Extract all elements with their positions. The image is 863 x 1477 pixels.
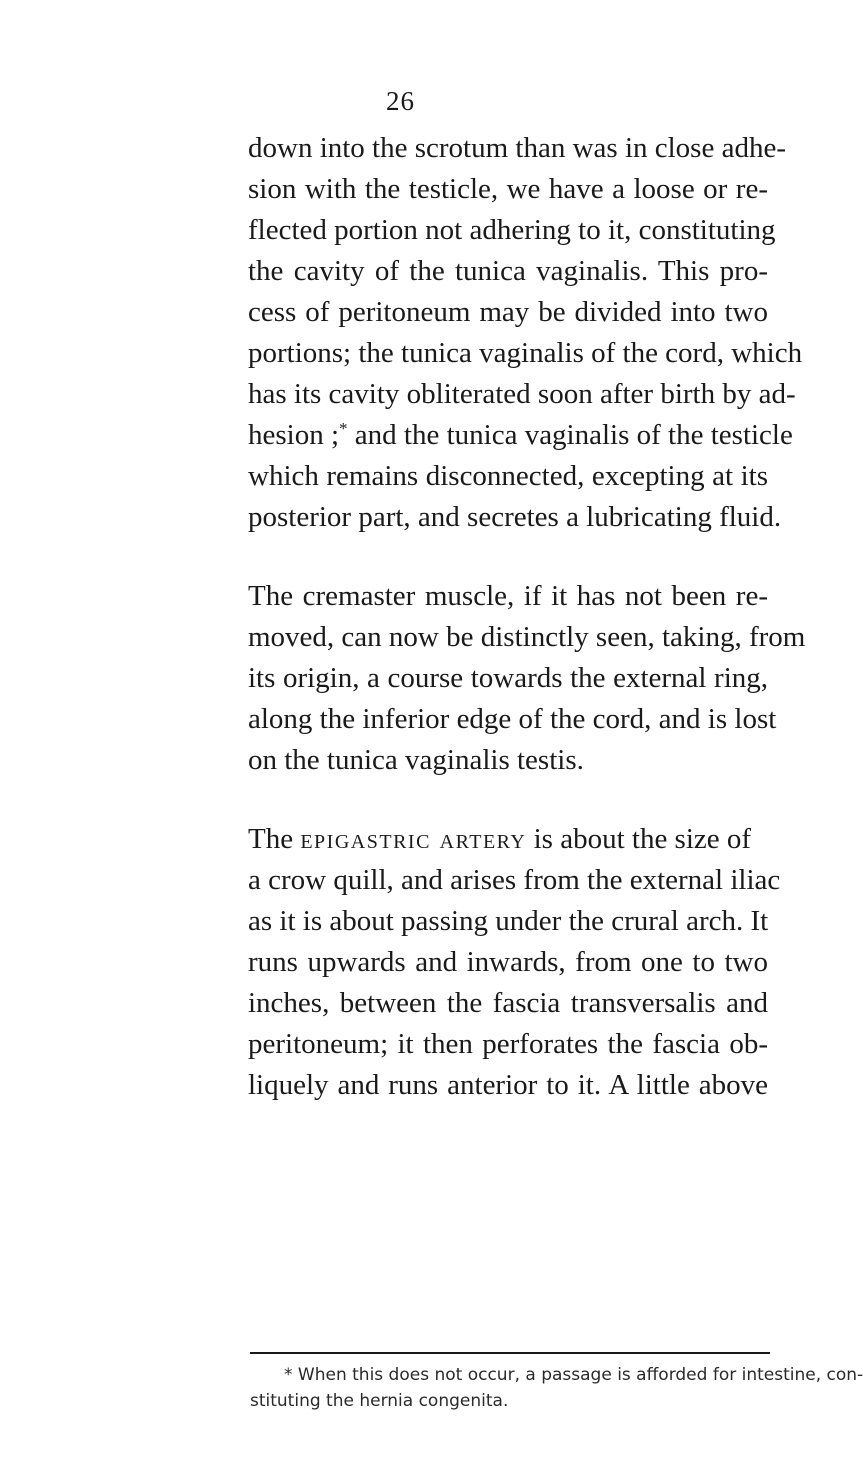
footnote-line bbox=[250, 1362, 863, 1388]
text-line: portions; the tunica vaginalis of the cord, which bbox=[248, 337, 803, 369]
text-line: on the tunica vaginalis testis. bbox=[248, 744, 584, 776]
text-line: liquely and runs anterior to it. A little above bbox=[248, 1069, 768, 1101]
text-line-with-small-caps bbox=[248, 819, 768, 860]
text-line: along the inferior edge of the cord, and is lost bbox=[248, 703, 777, 735]
paragraph-2 bbox=[248, 576, 806, 781]
body-text bbox=[248, 128, 806, 1106]
text-line: as it is about passing under the crural arch. It bbox=[248, 905, 769, 937]
footnote bbox=[250, 1362, 863, 1414]
footnote-divider bbox=[250, 1352, 770, 1354]
small-caps-term: epigastric artery bbox=[300, 823, 527, 855]
text-line: the cavity of the tunica vaginalis. This pro- bbox=[248, 255, 768, 287]
text-line: inches, between the fascia transversalis and bbox=[248, 987, 768, 1019]
footnote-marker: * bbox=[284, 1365, 293, 1385]
text-line: posterior part, and secretes a lubricating fluid. bbox=[248, 501, 782, 533]
footnote-line: stituting the hernia congenita. bbox=[250, 1391, 509, 1411]
text-line: peritoneum; it then perforates the fascia ob- bbox=[248, 1028, 768, 1060]
text-line: flected portion not adhering to it, constituting bbox=[248, 214, 776, 246]
text-line: runs upwards and inwards, from one to two bbox=[248, 946, 768, 978]
text-line: moved, can now be distinctly seen, taking, from bbox=[248, 621, 806, 653]
text-line: down into the scrotum than was in close adhe- bbox=[248, 132, 786, 164]
paragraph-1 bbox=[248, 128, 803, 538]
text-line: cess of peritoneum may be divided into two bbox=[248, 296, 768, 328]
text-line: which remains disconnected, excepting at its bbox=[248, 460, 768, 492]
text-fragment: hesion ; bbox=[248, 419, 340, 451]
text-line-with-footnote bbox=[248, 415, 793, 456]
page-number: 26 bbox=[386, 86, 415, 116]
text-line: a crow quill, and arises from the external iliac bbox=[248, 864, 781, 896]
paragraph-3 bbox=[248, 819, 781, 1106]
text-fragment: and the tunica vaginalis of the testicle bbox=[354, 419, 793, 451]
footnote-text: When this does not occur, a passage is afforded for intestine, con- bbox=[297, 1365, 863, 1385]
text-line: has its cavity obliterated soon after birth by ad- bbox=[248, 378, 796, 410]
text-fragment: is about the size of bbox=[533, 823, 752, 855]
paragraph-spacer bbox=[248, 781, 768, 819]
text-line: its origin, a course towards the external ring, bbox=[248, 662, 768, 694]
paragraph-spacer bbox=[248, 538, 768, 576]
text-line: sion with the testicle, we have a loose or re- bbox=[248, 173, 768, 205]
text-fragment: The bbox=[248, 823, 294, 855]
text-line: The cremaster muscle, if it has not been re- bbox=[248, 580, 768, 612]
footnote-marker: * bbox=[339, 419, 348, 438]
